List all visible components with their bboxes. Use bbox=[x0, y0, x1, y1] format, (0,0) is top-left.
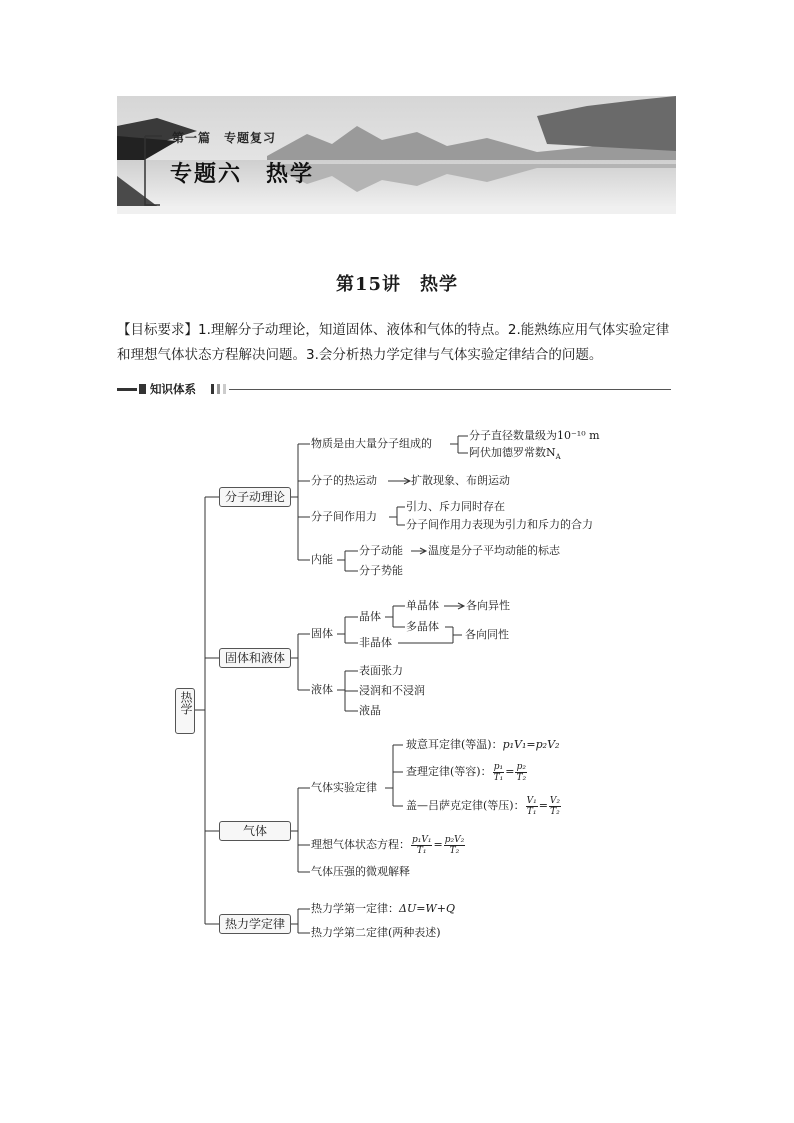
leaf-ideal-gas bbox=[311, 833, 466, 857]
ideal-eq: = bbox=[433, 838, 443, 851]
leaf-gas-laws: 气体实验定律 bbox=[311, 781, 377, 794]
leaf-anisotropy: 各向异性 bbox=[466, 599, 510, 612]
leaf-intermolecular: 分子间作用力 bbox=[311, 510, 377, 523]
leaf-polycrystal: 多晶体 bbox=[406, 620, 439, 633]
node-thermodynamics: 热力学定律 bbox=[219, 914, 291, 934]
objective-text: 1.理解分子动理论，知道固体、液体和气体的特点。2.能熟练应用气体实验定律和理想气体状态方程解决问题。3.会分析热力学定律与气体实验定律结合的问题。 bbox=[117, 322, 670, 363]
leaf-internal-energy: 内能 bbox=[311, 553, 333, 566]
avogadro-text: 阿伏加德罗常数N bbox=[469, 446, 556, 459]
ideal-frac-left: $\frac{\text{p₁V₁}}{\text{T₁}}$ bbox=[412, 834, 432, 856]
first-law-equation: ΔU=W+Q bbox=[399, 902, 455, 915]
leaf-attract-repel: 引力、斥力同时存在 bbox=[406, 500, 505, 513]
leaf-potential-energy: 分子势能 bbox=[359, 564, 403, 577]
leaf-solid: 固体 bbox=[311, 627, 333, 640]
leaf-temperature: 温度是分子平均动能的标志 bbox=[428, 544, 560, 557]
node-molecular-theory: 分子动理论 bbox=[219, 487, 291, 507]
root-node bbox=[175, 688, 195, 734]
leaf-boyle bbox=[406, 738, 559, 752]
leaf-wetting: 浸润和不浸润 bbox=[359, 684, 425, 697]
root-label: 热学 bbox=[179, 691, 193, 715]
leaf-first-law bbox=[311, 902, 455, 916]
leaf-micro-pressure: 气体压强的微观解释 bbox=[311, 865, 410, 878]
leaf-liquid: 液体 bbox=[311, 683, 333, 696]
leaf-single-crystal: 单晶体 bbox=[406, 599, 439, 612]
topic-title: 专题六 热学 bbox=[170, 162, 315, 187]
node-solids-liquids: 固体和液体 bbox=[219, 648, 291, 668]
leaf-thermal-motion: 分子的热运动 bbox=[311, 474, 377, 487]
leaf-surface-tension: 表面张力 bbox=[359, 664, 403, 677]
series-label: 第一篇 专题复习 bbox=[172, 131, 277, 145]
node-gases: 气体 bbox=[219, 821, 291, 841]
boyle-label: 玻意耳定律(等温)： bbox=[406, 738, 503, 751]
charles-eq: = bbox=[505, 765, 515, 778]
leaf-crystal: 晶体 bbox=[359, 610, 381, 623]
objective-label: 【目标要求】 bbox=[117, 322, 198, 338]
leaf-gay-lussac bbox=[406, 794, 562, 818]
avogadro-sub: A bbox=[555, 453, 561, 462]
leaf-second-law: 热力学第二定律(两种表述) bbox=[311, 926, 441, 939]
lecture-title: 第15讲 热学 bbox=[335, 274, 459, 295]
charles-frac-left: $\frac{\text{p₁}}{\text{T₁}}$ bbox=[493, 761, 504, 783]
leaf-liquid-crystal: 液晶 bbox=[359, 704, 381, 717]
first-law-label: 热力学第一定律： bbox=[311, 902, 399, 915]
ideal-frac-right: $\frac{\text{p₂V₂}}{\text{T₂}}$ bbox=[444, 834, 465, 856]
gay-frac-right: $\frac{\text{V₂}}{\text{T₂}}$ bbox=[549, 795, 561, 817]
gay-label: 盖—吕萨克定律(等压)： bbox=[406, 799, 525, 812]
gay-frac-left: $\frac{\text{V₁}}{\text{T₁}}$ bbox=[526, 795, 537, 817]
leaf-amorphous: 非晶体 bbox=[359, 636, 392, 649]
ideal-label: 理想气体状态方程： bbox=[311, 838, 410, 851]
leaf-diffusion: 扩散现象、布朗运动 bbox=[411, 474, 510, 487]
leaf-charles bbox=[406, 760, 528, 784]
leaf-molecule-diameter: 分子直径数量级为10⁻¹⁰ m bbox=[469, 429, 600, 442]
charles-label: 查理定律(等容)： bbox=[406, 765, 492, 778]
charles-frac-right: $\frac{\text{p₂}}{\text{T₂}}$ bbox=[516, 761, 527, 783]
gay-eq: = bbox=[538, 799, 548, 812]
leaf-matter-molecules: 物质是由大量分子组成的 bbox=[311, 437, 432, 450]
leaf-resultant-force: 分子间作用力表现为引力和斥力的合力 bbox=[406, 518, 593, 531]
leaf-isotropy: 各向同性 bbox=[465, 628, 509, 641]
section-label: 知识体系 bbox=[150, 382, 196, 396]
leaf-kinetic-energy: 分子动能 bbox=[359, 544, 403, 557]
leaf-avogadro bbox=[469, 446, 561, 464]
boyle-equation: p₁V₁=p₂V₂ bbox=[502, 738, 560, 751]
